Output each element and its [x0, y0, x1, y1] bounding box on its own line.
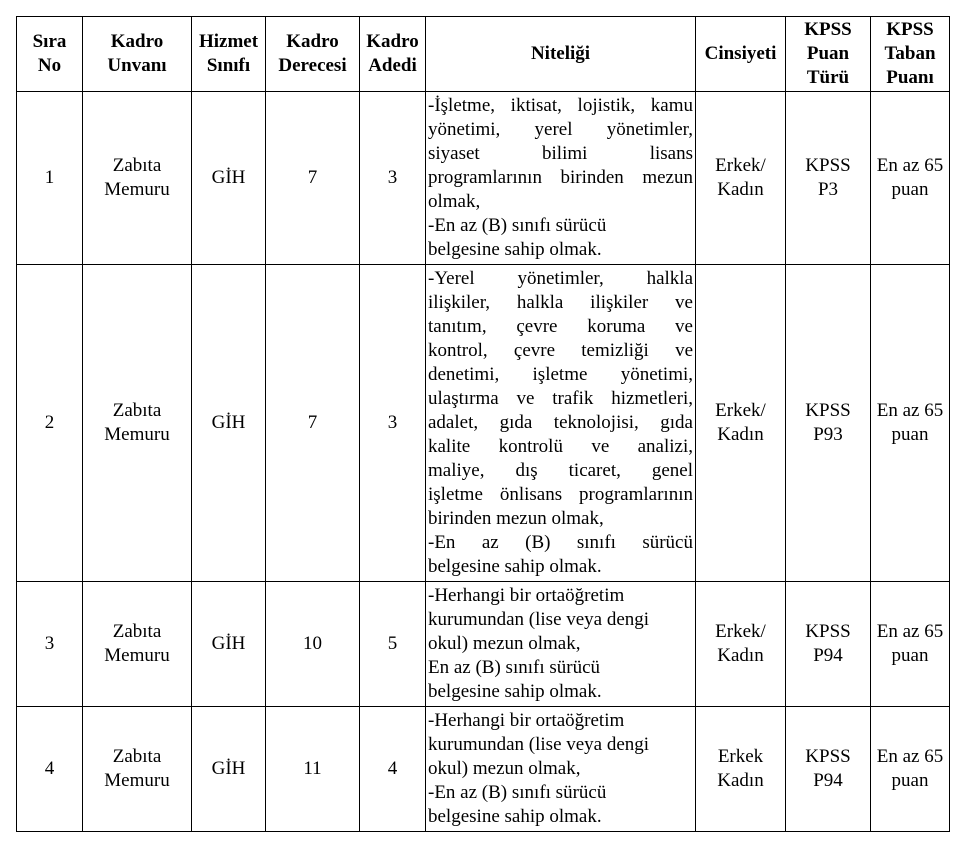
cell-sira: 2 [17, 265, 83, 582]
header-sira: Sıra No [17, 17, 83, 92]
table-row [17, 92, 950, 265]
cell-taban: En az 65 puan [871, 582, 950, 707]
table-row [17, 707, 950, 832]
cell-sinif: GİH [192, 707, 266, 832]
cell-unvan: Zabıta Memuru [83, 92, 192, 265]
cell-derece: 7 [266, 92, 360, 265]
header-cinsiyet: Cinsiyeti [696, 17, 786, 92]
cell-sira: 3 [17, 582, 83, 707]
cell-sinif: GİH [192, 265, 266, 582]
cell-puanturu: KPSS P94 [786, 707, 871, 832]
cell-puanturu: KPSS P93 [786, 265, 871, 582]
header-row [17, 17, 950, 92]
cell-sira: 1 [17, 92, 83, 265]
header-sinif: Hizmet Sınıfı [192, 17, 266, 92]
cell-unvan: Zabıta Memuru [83, 582, 192, 707]
header-puanturu: KPSS Puan Türü [786, 17, 871, 92]
cell-adet: 4 [360, 707, 426, 832]
cell-nitelik: -İşletme, iktisat, lojistik, kamu yönetimi, yerel yönetimler, siyaset bilimi lisans programlarının birinden mezun olmak, -En az (B) sınıfı sürücü belgesine sahip olmak. [426, 92, 696, 265]
cell-adet: 3 [360, 92, 426, 265]
table-row [17, 265, 950, 582]
cell-puanturu: KPSS P3 [786, 92, 871, 265]
kadro-table [16, 16, 950, 832]
header-adet: Kadro Adedi [360, 17, 426, 92]
cell-taban: En az 65 puan [871, 707, 950, 832]
cell-sinif: GİH [192, 92, 266, 265]
cell-sinif: GİH [192, 582, 266, 707]
cell-cinsiyet: Erkek/ Kadın [696, 265, 786, 582]
cell-derece: 11 [266, 707, 360, 832]
header-derece: Kadro Derecesi [266, 17, 360, 92]
cell-nitelik: -Herhangi bir ortaöğretim kurumundan (lise veya dengi okul) mezun olmak, -En az (B) sınıfı sürücü belgesine sahip olmak. [426, 707, 696, 832]
cell-adet: 3 [360, 265, 426, 582]
cell-derece: 7 [266, 265, 360, 582]
cell-puanturu: KPSS P94 [786, 582, 871, 707]
cell-cinsiyet: Erkek/ Kadın [696, 582, 786, 707]
cell-nitelik: -Yerel yönetimler, halkla ilişkiler, halkla ilişkiler ve tanıtım, çevre koruma ve kontrol, çevre temizliği ve denetimi, işletme yönetimi, ulaştırma ve trafik hizmetleri, adalet, gıda teknolojisi, gıda kalite kontrolü ve analizi, maliye, dış ticaret, genel işletme önlisans programlarının birinden mezun olmak, -En az (B) sınıfı sürücü belgesine sahip olmak. [426, 265, 696, 582]
cell-cinsiyet: Erkek Kadın [696, 707, 786, 832]
cell-sira: 4 [17, 707, 83, 832]
cell-taban: En az 65 puan [871, 92, 950, 265]
header-unvan: Kadro Unvanı [83, 17, 192, 92]
header-nitelik: Niteliği [426, 17, 696, 92]
cell-nitelik: -Herhangi bir ortaöğretim kurumundan (lise veya dengi okul) mezun olmak, En az (B) sınıfı sürücü belgesine sahip olmak. [426, 582, 696, 707]
cell-derece: 10 [266, 582, 360, 707]
cell-adet: 5 [360, 582, 426, 707]
cell-cinsiyet: Erkek/ Kadın [696, 92, 786, 265]
header-taban: KPSS Taban Puanı [871, 17, 950, 92]
cell-unvan: Zabıta Memuru [83, 265, 192, 582]
table-row [17, 582, 950, 707]
cell-taban: En az 65 puan [871, 265, 950, 582]
cell-unvan: Zabıta Memuru [83, 707, 192, 832]
